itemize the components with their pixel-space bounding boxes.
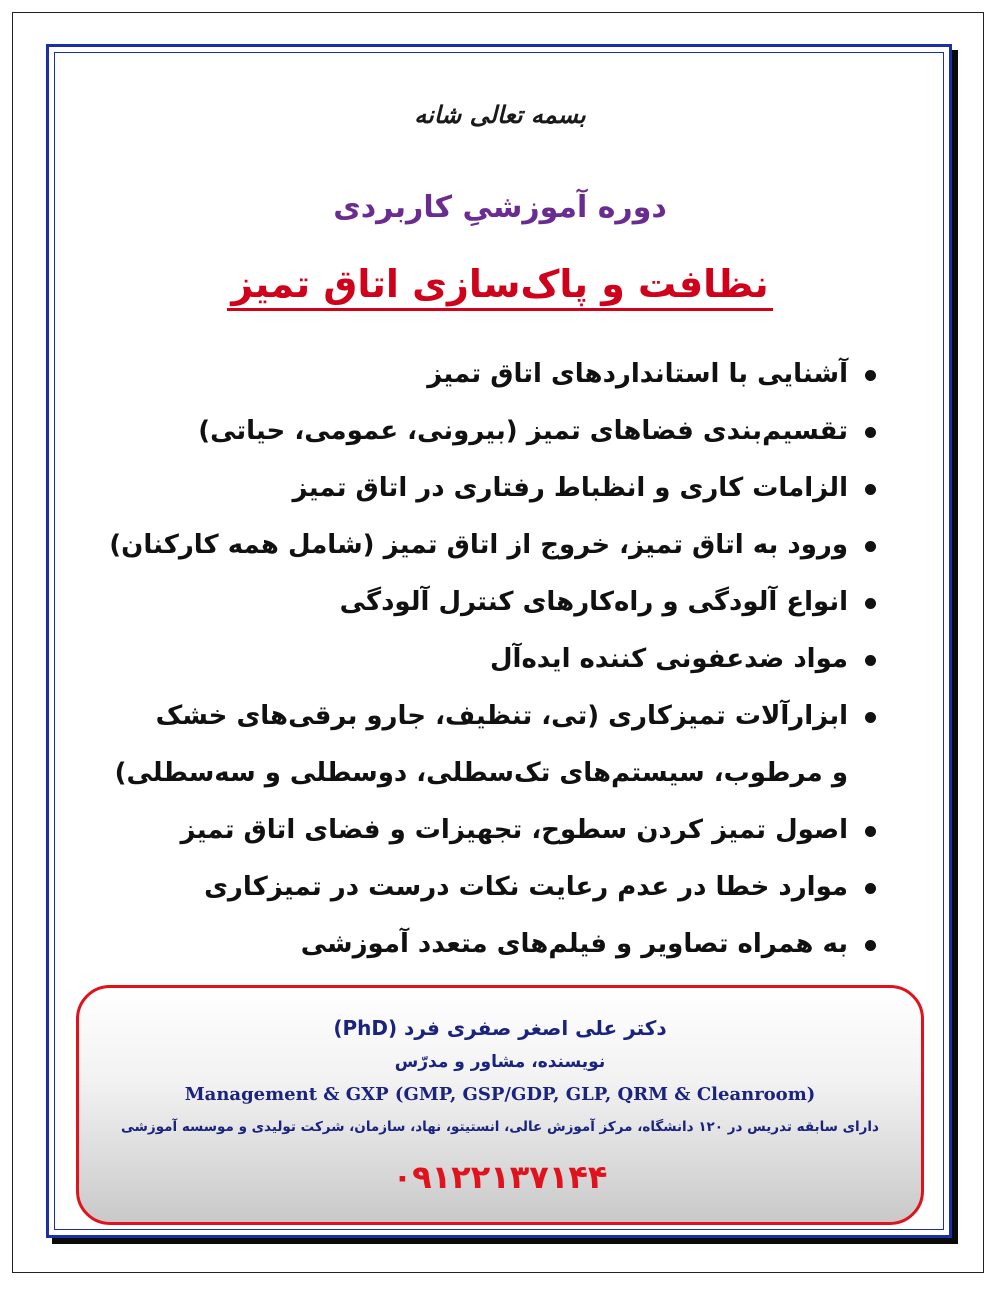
- topic-item: [120, 403, 880, 460]
- topic-item: [120, 802, 880, 859]
- bullet-icon: [865, 712, 876, 723]
- course-title: [0, 262, 1000, 306]
- instructor-experience: دارای سابقه تدریس در ۱۲۰ دانشگاه، مرکز آموزش عالی، انستیتو، نهاد، سازمان، شرکت تولیدی و موسسه آموزشی: [121, 1119, 879, 1135]
- bullet-icon: [865, 484, 876, 495]
- topic-text: ابزارآلات تمیزکاری (تی، تنظیف، جارو برقی‌های خشک: [155, 701, 848, 731]
- topic-item: [120, 631, 880, 688]
- topic-item: [114, 688, 880, 802]
- bullet-icon: [865, 370, 876, 381]
- phone-number[interactable]: ۰۹۱۲۲۱۳۷۱۴۴: [392, 1158, 608, 1196]
- topic-text-continuation: و مرطوب، سیستم‌های تک‌سطلی، دوسطلی و سه‌سطلی): [114, 758, 848, 788]
- bullet-icon: [865, 655, 876, 666]
- topic-item: [109, 517, 880, 574]
- topic-text: موارد خطا در عدم رعایت نکات درست در تمیزکاری: [204, 872, 848, 902]
- instructor-role: نویسنده، مشاور و مدرّس: [394, 1052, 606, 1072]
- instructor-name: دکتر علی اصغر صفری فرد (PhD): [333, 1016, 667, 1040]
- topic-item: [120, 916, 880, 973]
- bullet-icon: [865, 598, 876, 609]
- topic-text: مواد ضدعفونی کننده ایده‌آل: [489, 644, 848, 674]
- topic-text: انواع آلودگی و راه‌کارهای کنترل آلودگی: [339, 587, 848, 617]
- topic-text: تقسیم‌بندی فضاهای تمیز (بیرونی، عمومی، حیاتی): [198, 416, 848, 446]
- topic-item: [120, 574, 880, 631]
- topic-text: به همراه تصاویر و فیلم‌های متعدد آموزشی: [300, 929, 848, 959]
- topic-item: [120, 859, 880, 916]
- topic-item: [120, 346, 880, 403]
- topic-text: ورود به اتاق تمیز، خروج از اتاق تمیز (شامل همه کارکنان): [109, 530, 848, 560]
- besmellah-heading: بسمه تعالی شانه: [414, 100, 586, 129]
- bullet-icon: [865, 940, 876, 951]
- topic-text: الزامات کاری و انظباط رفتاری در اتاق تمیز: [292, 473, 848, 503]
- course-title-text: نظافت و پاک‌سازی اتاق تمیز: [227, 262, 772, 311]
- topic-text: اصول تمیز کردن سطوح، تجهیزات و فضای اتاق تمیز: [180, 815, 848, 845]
- bullet-icon: [865, 427, 876, 438]
- bullet-icon: [865, 826, 876, 837]
- bullet-icon: [865, 883, 876, 894]
- course-subtitle: دوره آموزشیِ کاربردی: [333, 190, 667, 225]
- contact-box: [76, 985, 924, 1225]
- topic-item: [120, 460, 880, 517]
- topic-list: [109, 346, 880, 973]
- topic-text: آشنایی با استانداردهای اتاق تمیز: [427, 359, 848, 389]
- bullet-icon: [865, 541, 876, 552]
- instructor-fields: Management & GXP (GMP, GSP/GDP, GLP, QRM & Cleanroom): [184, 1084, 816, 1105]
